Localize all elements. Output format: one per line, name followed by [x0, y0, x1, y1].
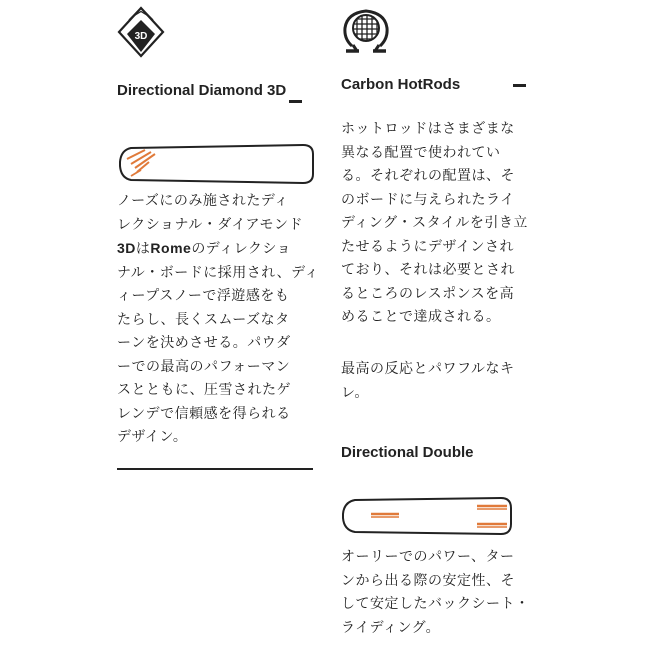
directional-diamond-description	[117, 190, 320, 450]
text-line: ーンを決めさせる。パウダ	[117, 335, 291, 351]
heading-directional-diamond: Directional Diamond 3D	[117, 82, 287, 99]
text-line: ディング・スタイルを引き立	[341, 215, 528, 231]
text-line: ノーズにのみ施されたディ	[117, 193, 289, 209]
text-line: レ。	[341, 384, 369, 401]
directional-double-board-diagram	[341, 494, 513, 538]
text-line: ており、それは必要とされ	[341, 262, 515, 278]
text-line: ホットロッドはさまざまな	[341, 121, 515, 137]
collapse-minus-icon[interactable]	[289, 100, 302, 103]
text-line: ィープスノーで浮遊感をも	[117, 288, 290, 304]
text-bold: Rome	[150, 240, 192, 256]
text-line: めることで達成される。	[341, 309, 501, 325]
text-line: デザイン。	[117, 429, 188, 445]
text-line: 最高の反応とパワフルなキ	[341, 361, 515, 377]
directional-diamond-board-diagram	[117, 140, 315, 188]
text-line: ーでの最高のパフォーマン	[117, 358, 291, 375]
carbon-hotrods-omega-grid-icon	[341, 8, 391, 58]
text-line: オーリーでのパワー、ター	[341, 549, 515, 565]
section-divider	[117, 468, 313, 470]
carbon-hotrods-summary	[341, 358, 531, 405]
collapse-minus-icon[interactable]	[513, 84, 526, 87]
text-line: る。それぞれの配置は、そ	[341, 168, 515, 184]
text-line: るところのレスポンスを高	[341, 285, 515, 302]
3d-icon-label: 3D	[134, 31, 148, 42]
text-line: して安定したバックシート・	[341, 596, 530, 612]
text-line: レクショナル・ダイアモンド	[117, 216, 303, 233]
text-line: 異なる配置で使われてい	[341, 144, 501, 161]
text-line: スとともに、圧雪されたゲ	[117, 382, 291, 398]
text-line: のボードに与えられたライ	[341, 191, 515, 208]
text-line: レンデで信頼感を得られる	[117, 405, 291, 422]
heading-carbon-hotrods: Carbon HotRods	[341, 76, 461, 93]
text-line: ライディング。	[341, 619, 441, 636]
text-line: 3DはRomeのディレクショ	[117, 240, 292, 257]
3d-diamond-icon	[117, 6, 165, 62]
text-line: たせるようにデザインされ	[341, 238, 515, 255]
heading-directional-double: Directional Double	[341, 444, 474, 461]
text-line: ンから出る際の安定性、そ	[341, 572, 515, 589]
directional-double-description	[341, 546, 531, 640]
carbon-hotrods-description	[341, 118, 531, 330]
text-bold: 3D	[117, 240, 136, 256]
text-line: たらし、長くスムーズなタ	[117, 311, 290, 328]
text-line: ナル・ボードに採用され、ディ	[117, 264, 320, 281]
